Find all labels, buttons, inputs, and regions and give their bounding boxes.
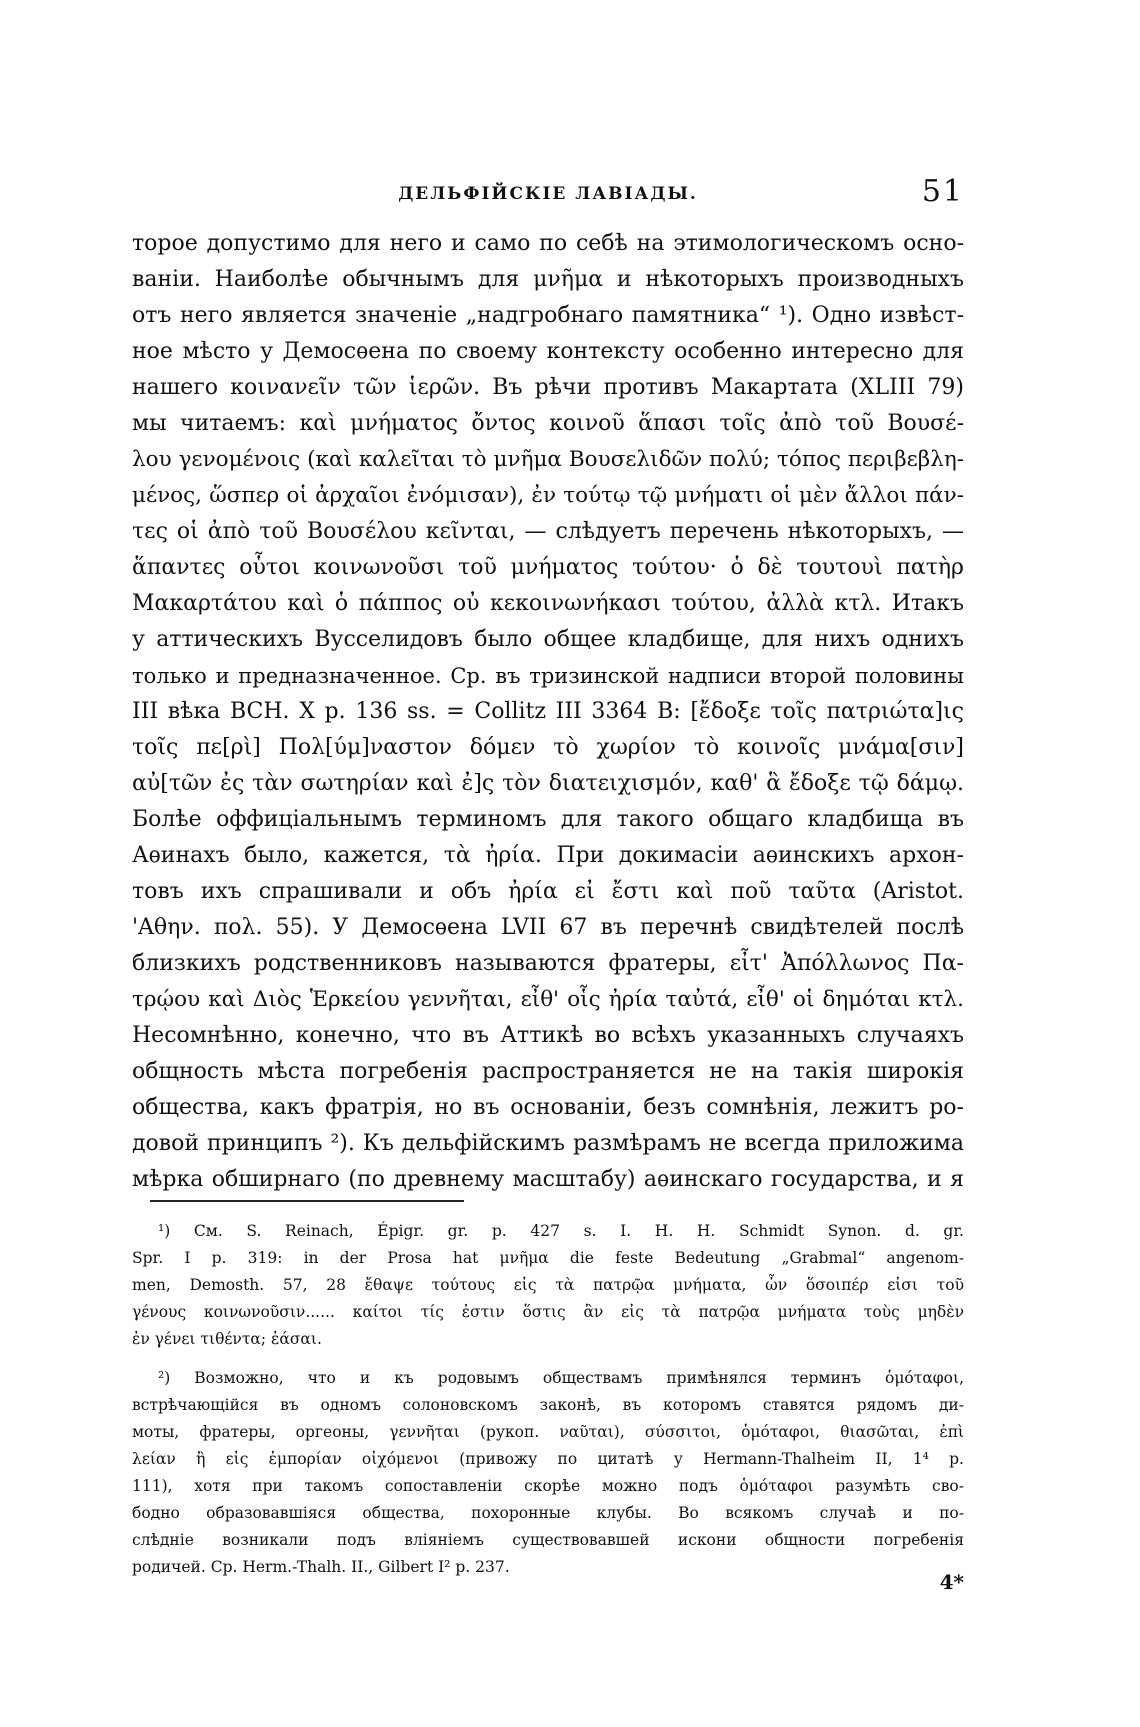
footnote-line: Spr. I p. 319: in der Prosa hat μνῆμα die feste Bedeutung „Grabmal“ angenom- [132,1249,964,1267]
footnote-line: ²) Возможно, что и къ родовымъ обществамъ примѣнялся терминъ ὁμόταφοι, [158,1369,964,1387]
text-line: Несомнѣнно, конечно, что въ Аттикѣ во всѣхъ указанныхъ случаяхъ [132,1023,964,1048]
footnote-line: γένους κοινωνοῦσιν...... καίτοι τίς ἐστιν ὅστις ἂν εἰς τὰ πατρῷα μνήματα τοὺς μηδὲν [132,1303,964,1321]
text-line: мы читаемъ: καὶ μνήματος ὄντος κοινοῦ ἅπασι τοῖς ἀπὸ τοῦ Βουσέ- [132,411,964,436]
footnote-line: men, Demosth. 57, 28 ἔθαψε τούτους εἰς τὰ πατρῷα μνήματα, ὧν ὅσοιπέρ εἰσι τοῦ [132,1276,964,1294]
footnote-line: встрѣчающійся въ одномъ солоновскомъ законѣ, въ которомъ ставятся рядомъ ди- [132,1396,964,1414]
footnotes [132,1218,964,1581]
text-line: τρῴου καὶ Διὸς Ἑρκείου γεννῆται, εἶθ' οἷς ἠρία ταὐτά, εἶθ' οἱ δημόται κτλ. [132,987,964,1012]
text-line: III вѣка BCH. X p. 136 ss. = Collitz III 3364 B: [ἔδοξε τοῖς πατριώτα]ις [132,699,964,724]
footnote-line: бодно образовавшіяся общества, похоронные клубы. Во всякомъ случаѣ и по- [132,1504,964,1522]
text-line: Болѣе оффиціальнымъ терминомъ для такого общаго кладбища въ [132,807,964,832]
text-line: 'Αθην. πολ. 55). У Демосѳена LVII 67 въ перечнѣ свидѣтелей послѣ [132,915,964,940]
running-head [132,174,964,214]
text-line: торое допустимо для него и само по себѣ на этимологическомъ осно- [132,231,964,256]
footnote-line: ἐν γένει τιθέντα; ἐάσαι. [132,1330,322,1348]
text-line: общества, какъ фратрія, но въ основаніи, безъ сомнѣнія, лежитъ ро- [132,1095,964,1120]
text-line: нашего κοινανεῖν τῶν ἱερῶν. Въ рѣчи противъ Макартата (XLIII 79) [132,375,964,400]
text-line: Μακαρτάτου καὶ ὁ πάππος οὐ κεκοινωνήκασι τούτου, ἀλλὰ κτλ. Итакъ [132,591,964,616]
text-line: ἅπαντες οὗτοι κοινωνοῦσι τοῦ μνήματος τούτου· ὁ δὲ τουτουὶ πατὴρ [132,555,964,580]
text-line: τοῖς πε[ρὶ] Πολ[ύμ]ναστον δόμεν τὸ χωρίον τὸ κοινοῖς μνάμα[σιν] [132,735,964,760]
footnote-rule [150,1200,464,1202]
running-title: ДЕЛЬФІЙСКІЕ ЛАВІАДЫ. [398,184,698,204]
signature-mark: 4* [939,1570,964,1594]
text-line: ваніи. Наиболѣе обычнымъ для μνῆμα и нѣкоторыхъ производныхъ [132,267,964,292]
page-number: 51 [921,174,964,209]
footnote-line: слѣдніе возникали подъ вліяніемъ существовавшей искони общности погребенія [132,1531,964,1549]
text-line: товъ ихъ спрашивали и объ ἠρία εἰ ἔστι καὶ ποῦ ταῦτα (Aristot. [132,879,964,904]
footnote-line: родичей. Ср. Herm.-Thalh. II., Gilbert I² p. 237. [132,1558,510,1576]
text-line: μένος, ὥσπερ οἱ ἀρχαῖοι ἐνόμισαν), ἐν τούτῳ τῷ μνήματι οἱ μὲν ἄλλοι πάν- [132,483,964,508]
text-line: αὐ[τῶν ἐς τὰν σωτηρίαν καὶ ἐ]ς τὸν διατειχισμόν, καθ' ἃ ἔδοξε τῷ δάμῳ. [132,771,964,796]
footnote-line: λείαν ἢ εἰς ἐμπορίαν οἰχόμενοι (привожу по цитатѣ у Hermann-Thalheim II, 1⁴ p. [132,1450,964,1468]
text-line: только и предназначенное. Ср. въ тризинской надписи второй половины [132,664,964,688]
text-line: ное мѣсто у Демосѳена по своему контексту особенно интересно для [132,339,964,364]
text-line: общность мѣста погребенія распространяется не на такія широкія [132,1059,964,1084]
footnote-2 [132,1365,964,1581]
text-line: мѣрка обширнаго (по древнему масштабу) аѳинскаго государства, и я [132,1167,964,1192]
text-line: у аттическихъ Вусселидовъ было общее кладбище, для нихъ однихъ [132,627,964,652]
footnote-1 [132,1218,964,1353]
text-line: λου γενομένοις (καὶ καλεῖται τὸ μνῆμα Βουσελιδῶν πολύ; τόπος περιβεβλη- [132,447,964,472]
text-line: довой принципъ ²). Къ дельфійскимъ размѣрамъ не всегда приложима [132,1131,964,1156]
text-line: близкихъ родственниковъ называются фратеры, εἶτ' Ἀπόλλωνος Πα- [132,951,964,976]
footnote-line: моты, фратеры, оргеоны, γεννῆται (рукоп. ναῦται), σύσσιτοι, ὁμόταφοι, θιασῶται, ἐπὶ [132,1423,964,1441]
footnote-line: 111), хотя при такомъ сопоставленіи скорѣе можно подъ ὁμόταφοι разумѣть сво- [132,1477,964,1495]
footnote-line: ¹) См. S. Reinach, Épigr. gr. p. 427 s. I. H. H. Schmidt Synon. d. gr. [158,1222,964,1240]
text-line: Аѳинахъ было, кажется, τὰ ἠρία. При докимасіи аѳинскихъ архон- [132,843,964,868]
text-line: τες οἱ ἀπὸ τοῦ Βουσέλου κεῖνται, — слѣдуетъ перечень нѣкоторыхъ, — [132,519,964,544]
body-text [132,226,964,1198]
text-line: отъ него является значеніе „надгробнаго памятника“ ¹). Одно извѣст- [132,303,964,328]
